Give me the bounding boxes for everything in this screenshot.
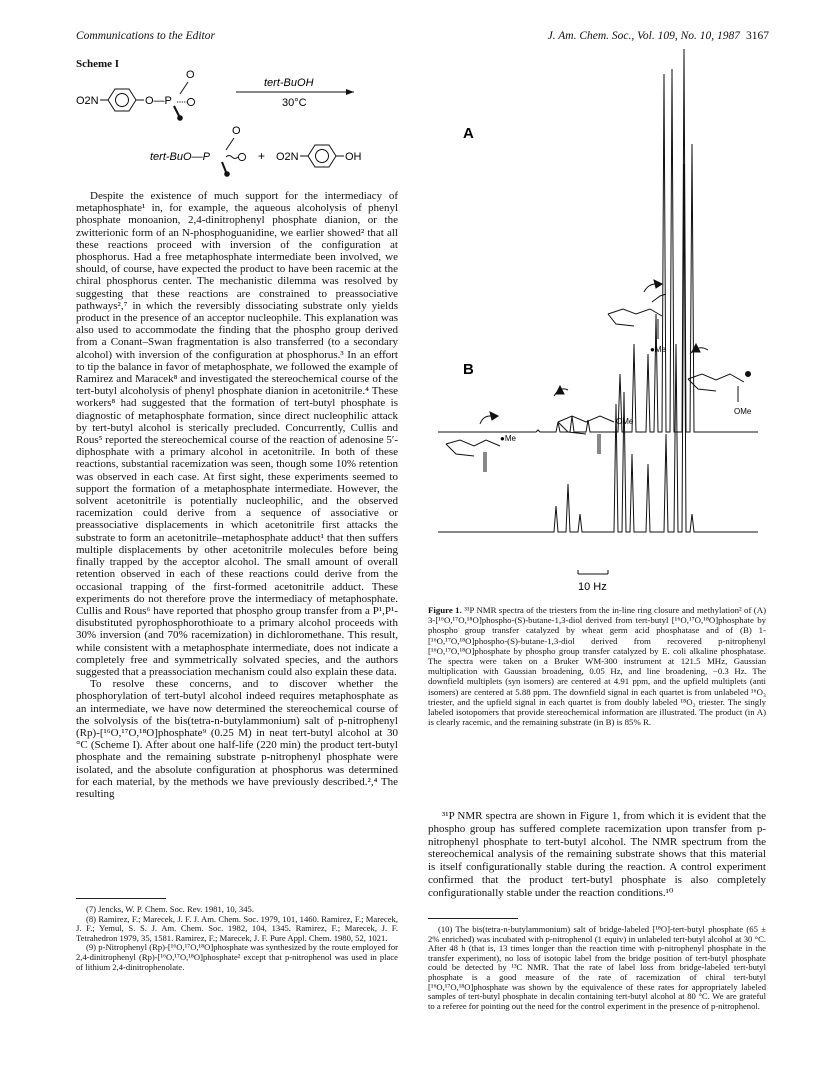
page-number: 3167 (746, 30, 769, 42)
scheme-benzene-ring (108, 89, 136, 111)
spectrum-label-b: B (463, 361, 474, 378)
scheme-arrowhead (346, 89, 354, 95)
scheme-bond-wavy (226, 156, 238, 159)
scheme-title: Scheme I (76, 58, 120, 70)
structure-syn-right (688, 344, 751, 402)
figure-caption-text: ³¹P NMR spectra of the triesters from the in-line ring closure and methylation² of (A) 3-[¹⁶O,¹⁷O,¹⁸O]phospho-(S)-butane-1,3-diol derived from tert-butyl [¹⁶O,¹⁷O,¹⁸O]phosphate by phospho group transfer catalyzed by wheat germ acid phosphatase and of (B) 1-[¹⁶O,¹⁷O,¹⁸O]phospho-(S)-butane-1,3-diol derived from recovered p-nitrophenyl [¹⁶O,¹⁷O,¹⁸O]phosphate by phospho group transfer catalyzed by E. coli alkaline phosphatase. The spectra were taken on a Bruker WM-300 instrument at 121.5 MHz, Gaussian multiplication with Gaussian broadening, 0.05 Hz, and line broadening, −0.3 Hz. The downfield multiplets (syn isomers) are centered at 4.91 ppm, and the upfield multiplets (anti isomers) are centered at 5.88 ppm. The downfield signal in each quartet is from unlabeled ¹⁶O₃ triester, and the upfield signal in each quartet is from doubly labeled ¹⁸O₂ triester. The singly labeled isotopomers that provide stereochemical information are illustrated. The product (in A) is clearly racemic, and the remaining substrate (in B) is 85% R. (428, 605, 766, 728)
scheme-oxygen-label: O (232, 125, 241, 137)
scheme-oxygen-18 (224, 171, 230, 177)
scheme-bond (180, 82, 188, 94)
scheme-oxygen-17 (187, 98, 194, 105)
ome-label: ●Me (650, 345, 666, 354)
scheme-benzene-ring (308, 145, 336, 167)
structure-anti-center (554, 386, 614, 454)
scheme-reactant-linker: O—P (145, 95, 172, 107)
nmr-spectra-figure (418, 44, 778, 599)
footnote: (7) Jencks, W. P. Chem. Soc. Rev. 1981, 10, 345. (86, 904, 254, 914)
running-header-left: Communications to the Editor (76, 30, 215, 42)
running-header-right (548, 30, 769, 42)
scheme-bond (226, 138, 234, 150)
ome-label: OMe (734, 407, 752, 416)
footnote: (8) Ramirez, F.; Marecek, J. F. J. Am. Chem. Soc. 1979, 101, 1460. Ramirez, F.; Marecek, J. F.; Yemul, S. S. J. Am. Chem. Soc. 1982, 104, 1345. Ramirez, F.; Marecek, J. F. Tetrahedron 1979, 35, 1581. Ramirez, F.; Marecek, J. F. Pure Appl. Chem. 1980, 52, 1021. (76, 913, 398, 943)
scheme-bond (174, 106, 179, 116)
body-paragraph: Despite the existence of much support for the intermediacy of metaphosphate¹ in, for example, the aqueous alcoholysis of phenyl phosphate monoanion, 2,4-dinitrophenyl phosphate dianion, or the zwitterionic form of an N-phosphoguanidine, we earlier showed² that all these reactions proceed with inversion of the configuration at phosphorus. Had a free metaphosphate intermediate been involved, we should, of course, have expected the product to have been racemic at the chiral phosphorus center. The mechanistic dilemma was resolved by suggesting that these reactions are constrained to preassociative pathways²,⁷ in which the reversibly dissociating substrate only yields product in the presence of an acceptor nucleophile. This explanation was also used to accommodate the finding that the phospho group derived from a Conant–Swan fragmentation is also transferred (to a secondary alcohol) with inversion of the configuration at phosphorus.³ In an effort to tip the balance in favor of metaphosphate, we followed the example of Ramirez and Maracek⁸ and investigated the stereochemical course of the tert-butyl alcoholysis of phenyl phosphate dianion in acetonitrile.⁴ These workers⁸ had suggested that the formation of tert-butyl phosphate is diagnostic of metaphosphate formation, since direct nucleophilic attack by tert-butyl alcohol is sterically precluded. Concurrently, Cullis and Rous⁵ reported the stereochemical course of the reaction of adenosine 5′-diphosphate with a primary alcohol in acetonitrile. In both of these reactions, substantial racemization was seen, though some 10% retention was observed in each case. At first sight, these experiments seemed to support the formation of a metaphosphate intermediate. However, the solvent acetonitrile is potentially nucleophilic, and the observed racemization could derive from a sequence of associative or preassociative displacements in which acetonitrile first attacks the substrate to form an acetonitrile–metaphosphate adduct¹ that then suffers multiple displacements by other acetonitrile molecules before being finally trapped by the acceptor alcohol. The small amount of overall retention observed in each of these reactions could derive from the occasional trapping of the first-formed acetonitrile adduct. These experiments do not therefore prove the intermediacy of metaphosphate. Cullis and Rous⁶ have reported that phospho group transfer from a P¹,P¹-disubstituted pyrophosphorothioate to a primary alcohol proceeds with 30% inversion (and 70% racemization) in dichloromethane. This result, while consistent with a metaphosphate intermediate, does not indicate a completely free and symmetrically solvated species, and the authors suggested that a preassociation mechanism could also explain these data. (76, 190, 398, 678)
spectrum-a (438, 49, 758, 432)
scheme-oxygen-18 (177, 115, 183, 121)
scheme-temperature: 30°C (282, 97, 307, 109)
figure-caption (428, 605, 766, 727)
body-right-column (428, 810, 766, 900)
scheme-bond (222, 162, 226, 172)
scheme-benzene-circle (116, 94, 129, 107)
footnote: (10) The bis(tetra-n-butylammonium) salt of bridge-labeled [¹⁸O]-tert-butyl phosphate (65 ± 2% enriched) was incubated with p-nitrophenol (1 equiv) in unlabeled tert-butyl alcohol at 30 °C. After 48 h (that is, 13 times longer than the reaction time with p-nitrophenyl phosphate in the transfer experiment), no loss of isotopic label from the bridge position of tert-butyl phosphate could be detected by ¹³C NMR. That the rate of label loss from bridge-labeled tert-butyl phosphate is a good measure of the rate of racemization of chiral tert-butyl [¹⁶O,¹⁷O,¹⁸O]phosphate was shown by the equivalence of these rates for appropriately labeled samples of tert-butyl phosphate in decalin containing tert-butyl alcohol at 80 °C. We are grateful to a referee for pointing out the need for the control experiment in the presence of p-nitrophenol. (428, 924, 766, 1011)
structure-syn-top (608, 280, 666, 339)
journal-citation: J. Am. Chem. Soc., Vol. 109, No. 10, 1987 (547, 30, 740, 42)
spectrum-b (438, 164, 758, 532)
scheme-diagram (76, 62, 406, 182)
scheme-oxygen-label: O (186, 69, 195, 81)
scheme-product-tbu: tert-BuO—P (150, 151, 210, 163)
scheme-oxygen-17 (238, 153, 245, 160)
footnotes-left (76, 905, 398, 972)
scheme-product-nitro: O2N (276, 151, 299, 163)
scheme-reactant-nitro: O2N (76, 95, 99, 107)
footnote-rule (76, 898, 166, 899)
body-left-column (76, 190, 398, 800)
spectrum-label-a: A (463, 125, 474, 142)
scheme-product-hydroxyl: OH (345, 151, 362, 163)
scheme-plus: + (258, 149, 266, 163)
footnote: (9) p-Nitrophenyl (Rp)-[¹⁶O,¹⁷O,¹⁸O]phosphate was synthesized by the route employed for 2,4-dinitrophenyl (Rp)-[¹⁶O,¹⁷O,¹⁸O]phosphate² except that p-nitrophenol was used in place of lithium 2,4-dinitrophenolate. (76, 942, 398, 972)
scale-label: 10 Hz (578, 581, 607, 593)
figure-caption-label: Figure 1. (428, 605, 462, 615)
footnote-right (428, 925, 766, 1011)
scheme-reagent: tert-BuOH (264, 77, 314, 89)
scheme-benzene-circle (316, 150, 329, 163)
body-paragraph: ³¹P NMR spectra are shown in Figure 1, from which it is evident that the phospho group has suffered complete racemization upon transfer from p-nitrophenyl phosphate to tert-butyl alcohol. The NMR spectrum from the stereochemical analysis of the remaining substrate shows that this material is itself configurationally stable during the reaction. A control experiment confirmed that the product tert-butyl phosphate is also completely configurationally stable under the reaction conditions.¹⁰ (428, 810, 766, 899)
ome-label: OMe (616, 417, 634, 426)
body-paragraph: To resolve these concerns, and to discover whether the phosphorylation of tert-butyl alcohol indeed requires metaphosphate as an intermediate, we have now determined the stereochemical course of the solvolysis of the bis(tetra-n-butylammonium) salt of p-nitrophenyl (Rp)-[¹⁶O,¹⁷O,¹⁸O]phosphate⁹ (0.25 M) in neat tert-butyl alcohol at 30 °C (Scheme I). After about one half-life (220 min) the product tert-butyl phosphate and the remaining substrate p-nitrophenyl phosphate were isolated, and the absolute configuration at phosphorus was determined for each material, by the methods we have previously described.²,⁴ The resulting (76, 678, 398, 800)
ome-label: ●Me (500, 434, 516, 443)
structure-anti-left (446, 412, 500, 472)
footnote-rule (428, 918, 518, 919)
